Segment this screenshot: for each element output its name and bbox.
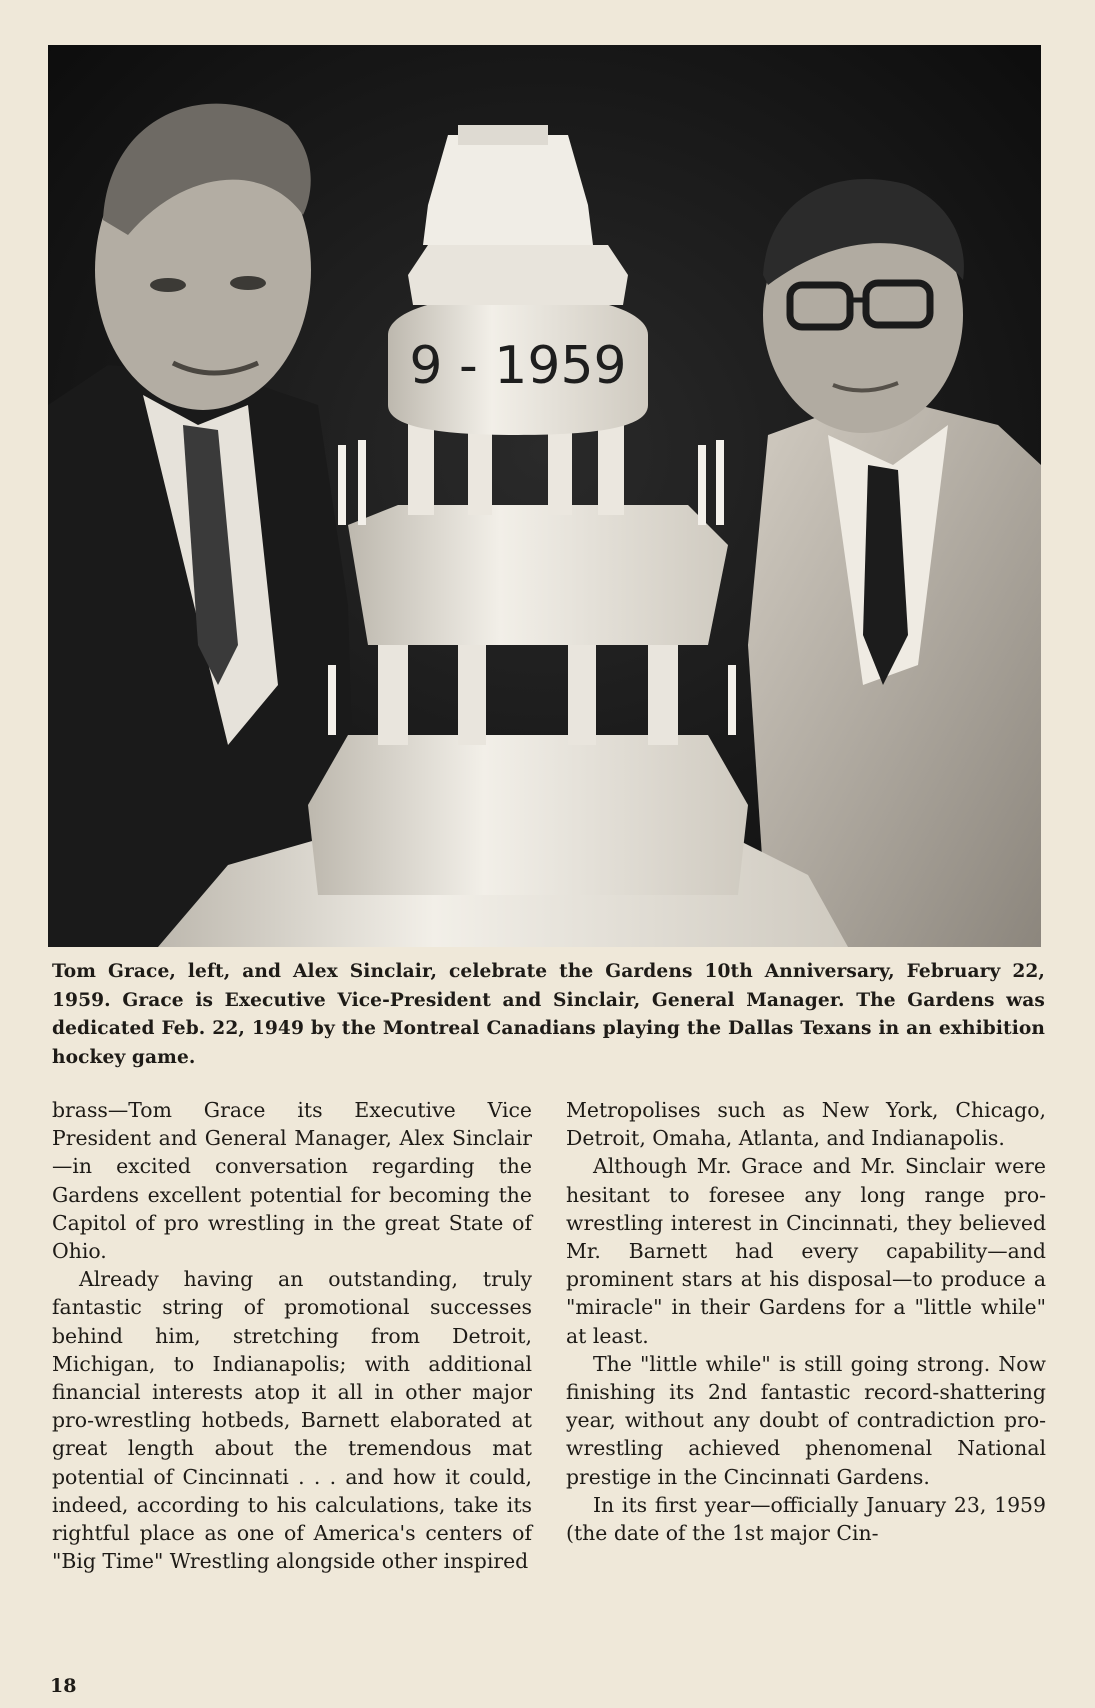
photo-caption: Tom Grace, left, and Alex Sinclair, celebrate the Gardens 10th Anniversary, February 22, 1959. Grace is Executive Vice-President and Sinclair, General Manager. The Gardens was dedicated Feb. 22, 1949 by the Montreal Canadians playing the Dallas Texans in an exhibition hockey game. (52, 961, 1045, 1068)
cake-year-text: 9 - 1959 (409, 336, 627, 396)
paragraph: Already having an outstanding, truly fantastic string of promotional successes behind him, stretching from Detroit, Michigan, to Indianapolis; with additional financial interests atop it all in other major pro-wrestling hotbeds, Barnett elaborated at great length about the tremendous mat potential of Cincinnati . . . and how it could, indeed, according to his calculations, take its rightful place as one of America's centers of "Big Time" Wrestling alongside other inspired (52, 1267, 532, 1574)
paragraph: Although Mr. Grace and Mr. Sinclair were hesitant to foresee any long range pro-wrestling interest in Cincinnati, they believed Mr. Barnett had every capability—and prominent stars at his disposal—to produce a "miracle" in their Gardens for a "little while" at least. (566, 1154, 1046, 1348)
page-number: 18 (50, 1675, 77, 1697)
right-column (566, 1096, 1046, 1547)
paragraph: Metropolises such as New York, Chicago, Detroit, Omaha, Atlanta, and Indianapolis. (566, 1098, 1046, 1151)
paragraph: In its first year—officially January 23, 1959 (the date of the 1st major Cin- (566, 1492, 1046, 1546)
left-column (52, 1096, 532, 1575)
anniversary-photo (48, 45, 1041, 947)
paragraph: The "little while" is still going strong. Now finishing its 2nd fantastic record-shattering year, without any doubt of contradiction pro-wrestling achieved phenomenal National prestige in the Cincinnati Gardens. (566, 1351, 1046, 1489)
paragraph: brass—Tom Grace its Executive Vice President and General Manager, Alex Sinclair—in excited conversation regarding the Gardens excellent potential for becoming the Capitol of pro wrestling in the great State of Ohio. (52, 1098, 532, 1264)
